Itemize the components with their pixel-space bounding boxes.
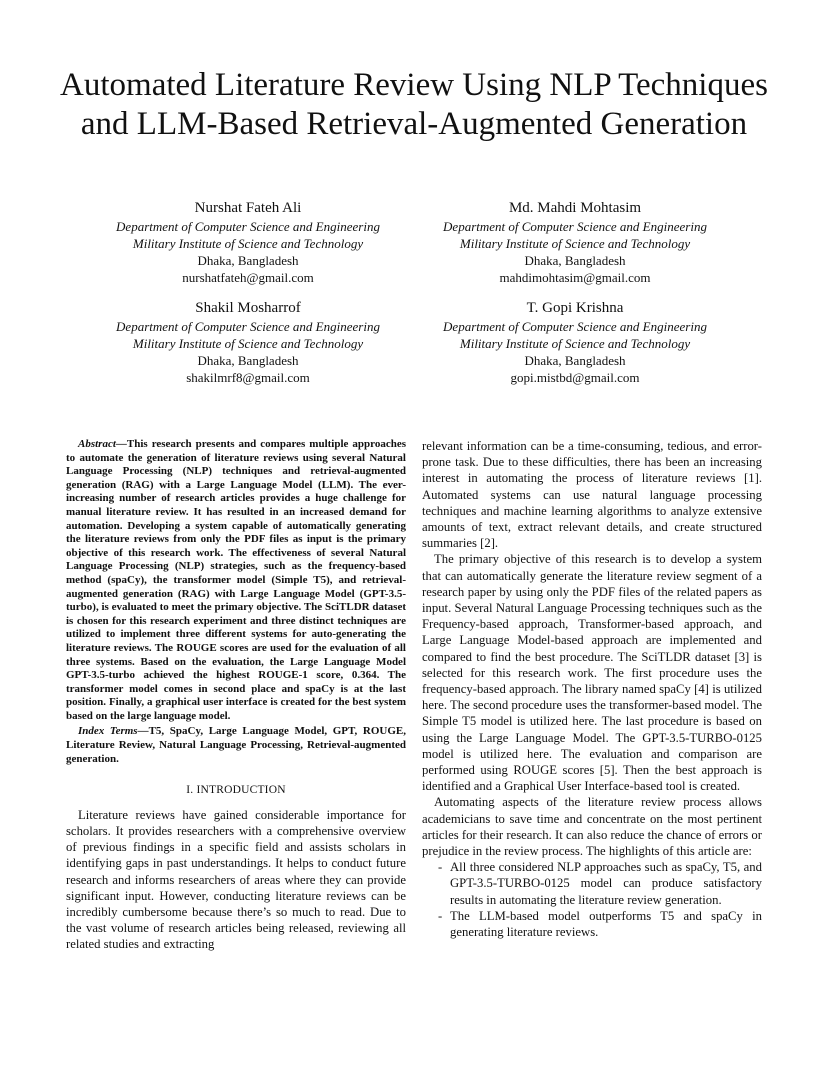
author-department: Department of Computer Science and Engineering (443, 219, 707, 234)
author-email: mahdimohtasim@gmail.com (499, 270, 651, 285)
right-column (422, 438, 762, 940)
index-terms-text: T5, SpaCy, Large Language Model, GPT, ROUGE, Literature Review, Natural Language Processing, Retrieval-augmented generation. (66, 725, 406, 765)
author-city: Dhaka, Bangladesh (197, 353, 299, 368)
left-column (66, 438, 406, 953)
author-email: shakilmrf8@gmail.com (186, 370, 310, 385)
list-item (438, 859, 762, 908)
author-department: Department of Computer Science and Engineering (116, 319, 380, 334)
author-email: nurshatfateh@gmail.com (182, 270, 314, 285)
index-terms (66, 725, 406, 766)
highlight-text: All three considered NLP approaches such as spaCy, T5, and GPT-3.5-TURBO-0125 model can produce satisfactory results in automating the literature review generation. (450, 860, 762, 907)
intro-paragraph-continued: relevant information can be a time-consuming, tedious, and error-prone task. Due to these difficulties, there has been an increasing interest in automating the process of literature reviews [1]. Automated systems can use natural language processing techniques and machine learning algorithms to analyze extensive amounts of text, extract relevant details, and create structured summaries [2]. (422, 439, 762, 551)
author-name: T. Gopi Krishna (526, 300, 624, 316)
abstract-label: Abstract— (78, 438, 127, 450)
author-name: Nurshat Fateh Ali (194, 200, 302, 216)
author-block (410, 198, 740, 286)
section-heading: I. INTRODUCTION (186, 784, 286, 797)
author-city: Dhaka, Bangladesh (524, 253, 626, 268)
intro-paragraph: The primary objective of this research is to develop a system that can automatically generate the literature review segment of a research paper by using only the PDF files of the related papers as input. Several Natural Language Processing techniques such as the Frequency-based approach, Transformer-based approach, and Large Language Model-based approach are implemented and compared to find the best procedure. The SciTLDR dataset [3] is selected for this research work. The first procedure uses the frequency-based approach. The library named spaCy [4] is utilized here. The second procedure uses the transformer-based model. The Simple T5 model is utilized here. The last procedure is based on using the Large Language Model. The GPT-3.5-TURBO-0125 model is utilized here. The evaluation and comparison are performed using ROUGE scores [5]. Then the best approach is identified and a Graphical User Interface-based tool is created. (422, 552, 762, 794)
author-city: Dhaka, Bangladesh (524, 353, 626, 368)
author-department: Department of Computer Science and Engineering (116, 219, 380, 234)
author-block (83, 198, 413, 286)
highlights-list (422, 859, 762, 940)
author-block (410, 298, 740, 386)
author-institution: Military Institute of Science and Technology (459, 336, 691, 351)
author-email: gopi.mistbd@gmail.com (510, 370, 640, 385)
index-terms-label: Index Terms— (78, 725, 149, 738)
intro-paragraph: Literature reviews have gained considerable importance for scholars. It provides researchers with a comprehensive overview of previous findings in a specific field and assists scholars in identifying gaps in past understandings. It helps to conduct future research and informs researchers of areas where they can provide significant input. However, conducting literature reviews can be incredibly cumbersome because there’s so much to read. Due to the vast volume of research articles being released, reviewing all related studies and extracting (66, 807, 406, 952)
author-department: Department of Computer Science and Engineering (443, 319, 707, 334)
author-city: Dhaka, Bangladesh (197, 253, 299, 268)
bullet-marker: - (438, 860, 443, 875)
abstract (66, 438, 406, 723)
author-name: Shakil Mosharrof (195, 300, 301, 316)
author-block (83, 298, 413, 386)
author-institution: Military Institute of Science and Technology (459, 236, 691, 251)
author-institution: Military Institute of Science and Technology (132, 336, 364, 351)
author-institution: Military Institute of Science and Technology (132, 236, 364, 251)
list-item (438, 908, 762, 940)
highlight-text: The LLM-based model outperforms T5 and spaCy in generating literature reviews. (450, 908, 762, 940)
paper-title: Automated Literature Review Using NLP Techniques and LLM-Based Retrieval-Augmented Generation (60, 67, 768, 142)
bullet-marker: - (438, 908, 443, 923)
intro-paragraph: Automating aspects of the literature review process allows academicians to save time and concentrate on the most pertinent articles for their research. It can also reduce the chance of errors or prejudice in the review process. The highlights of this article are: (422, 795, 762, 859)
abstract-text: This research presents and compares multiple approaches to automate the generation of literature reviews using several Natural Language Processing (NLP) techniques and retrieval-augmented generation (RAG) with a Large Language Model (LLM). The ever-increasing number of research articles provides a huge challenge for manual literature review. It has resulted in an increased demand for automation. Developing a system capable of automatically generating the literature reviews from only the PDF files as input is the primary objective of this research work. The effectiveness of several Natural Language Processing (NLP) strategies, such as the frequency-based method (spaCy), the transformer model (Simple T5), and retrieval-augmented generation (RAG) with Large Language Model (GPT-3.5-turbo), is evaluated to meet the primary objective. The SciTLDR dataset is chosen for this research experiment and three distinct techniques are utilized to implement three different systems for auto-generating the literature reviews. The ROUGE scores are used for the evaluation of all three systems. Based on the evaluation, the Large Language Model GPT-3.5-turbo achieved the highest ROUGE-1 score, 0.364. The transformer model comes in second place and spaCy is at the last position. Finally, a graphical user interface is created for the best system based on the large language model. (66, 438, 406, 722)
author-name: Md. Mahdi Mohtasim (508, 200, 642, 216)
